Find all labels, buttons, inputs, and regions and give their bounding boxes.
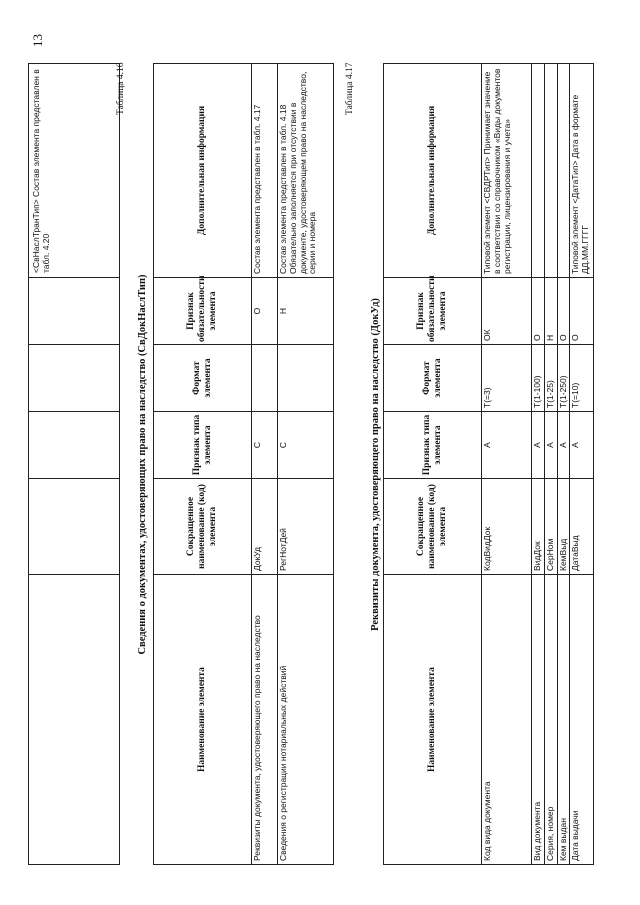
cell-format	[252, 345, 278, 412]
table-row	[532, 64, 545, 865]
table-row	[252, 64, 278, 865]
cell-info: Типовой элемент <ДатаТип> Дата в формате ДД.ММ.ГГГГ	[570, 64, 594, 278]
continuation-table	[28, 63, 120, 865]
col-header-type: Признак типа элемента	[384, 412, 482, 479]
cell-format: Т(1-25)	[544, 345, 557, 412]
cell-code: СерНом	[544, 479, 557, 575]
col-header-required: Признак обязательности элемента	[154, 278, 252, 345]
cell-code: КемВыд	[557, 479, 570, 575]
col-header-info: Дополнительная информация	[154, 64, 252, 278]
cell-required: Н	[278, 278, 334, 345]
col-header-name: Наименование элемента	[384, 575, 482, 865]
cell-name: Вид документа	[532, 575, 545, 865]
cell-info	[557, 64, 570, 278]
col-header-format: Формат элемента	[154, 345, 252, 412]
cell-type: А	[557, 412, 570, 479]
cell-format: Т(=10)	[570, 345, 594, 412]
table-row	[29, 64, 120, 865]
table-4-16	[153, 63, 334, 865]
cell-required: О	[570, 278, 594, 345]
table-4-16-label: Таблица 4.16	[116, 62, 126, 115]
cell-type: А	[482, 412, 532, 479]
table-4-16-title: Сведения о документах, удостоверяющих право на наследство (СвДокНаслТип)	[137, 274, 148, 655]
cell-info	[532, 64, 545, 278]
cell-name: Дата выдачи	[570, 575, 594, 865]
cell-name: Кем выдан	[557, 575, 570, 865]
cell-required: О	[252, 278, 278, 345]
table-header-row	[384, 64, 482, 865]
table-4-17	[383, 63, 594, 865]
cell-name: Серия, номер	[544, 575, 557, 865]
table-row	[278, 64, 334, 865]
cell-required: О	[557, 278, 570, 345]
cell-info: Состав элемента представлен в табл. 4.18 Обязательно заполняется при отсутствии в документе, удостоверяющем право на наследство, серии и номера	[278, 64, 334, 278]
cell-name: Реквизиты документа, удостоверяющего право на наследство	[252, 575, 278, 865]
cell-code: КодВидДок	[482, 479, 532, 575]
cell-code: РегНотДей	[278, 479, 334, 575]
table-row	[482, 64, 532, 865]
continuation-cell: <СвНаслТранТип> Состав элемента представлен в табл. 4.20	[29, 64, 120, 278]
cell-format: Т(1-250)	[557, 345, 570, 412]
cell-format	[278, 345, 334, 412]
cell-type: С	[278, 412, 334, 479]
cell-name: Код вида документа	[482, 575, 532, 865]
col-header-format: Формат элемента	[384, 345, 482, 412]
cell-code: ВидДок	[532, 479, 545, 575]
cell-format: Т(1-100)	[532, 345, 545, 412]
col-header-info: Дополнительная информация	[384, 64, 482, 278]
table-row	[544, 64, 557, 865]
cell-info: Состав элемента представлен в табл. 4.17	[252, 64, 278, 278]
cell-type: А	[544, 412, 557, 479]
cell-code: ДокУд	[252, 479, 278, 575]
table-row	[570, 64, 594, 865]
cell-required: Н	[544, 278, 557, 345]
cell-required: ОК	[482, 278, 532, 345]
cell-code: ДатаВыд	[570, 479, 594, 575]
table-4-17-title: Реквизиты документа, удостоверяющего право на наследство (ДокУд)	[370, 298, 381, 631]
table-row	[557, 64, 570, 865]
cell-info	[544, 64, 557, 278]
table-4-17-label: Таблица 4.17	[345, 62, 355, 115]
cell-type: А	[570, 412, 594, 479]
page-number: 13	[30, 34, 45, 47]
col-header-code: Сокращенное наименование (код) элемента	[154, 479, 252, 575]
table-header-row	[154, 64, 252, 865]
cell-name: Сведения о регистрации нотариальных действий	[278, 575, 334, 865]
cell-type: С	[252, 412, 278, 479]
cell-required: О	[532, 278, 545, 345]
cell-format: Т(=3)	[482, 345, 532, 412]
col-header-code: Сокращенное наименование (код) элемента	[384, 479, 482, 575]
cell-info: Типовой элемент <СВДРТип> Принимает значение в соответствии со справочником «Виды документов регистрации, лицензирования и учета»	[482, 64, 532, 278]
col-header-type: Признак типа элемента	[154, 412, 252, 479]
col-header-name: Наименование элемента	[154, 575, 252, 865]
cell-type: А	[532, 412, 545, 479]
col-header-required: Признак обязательности элемента	[384, 278, 482, 345]
